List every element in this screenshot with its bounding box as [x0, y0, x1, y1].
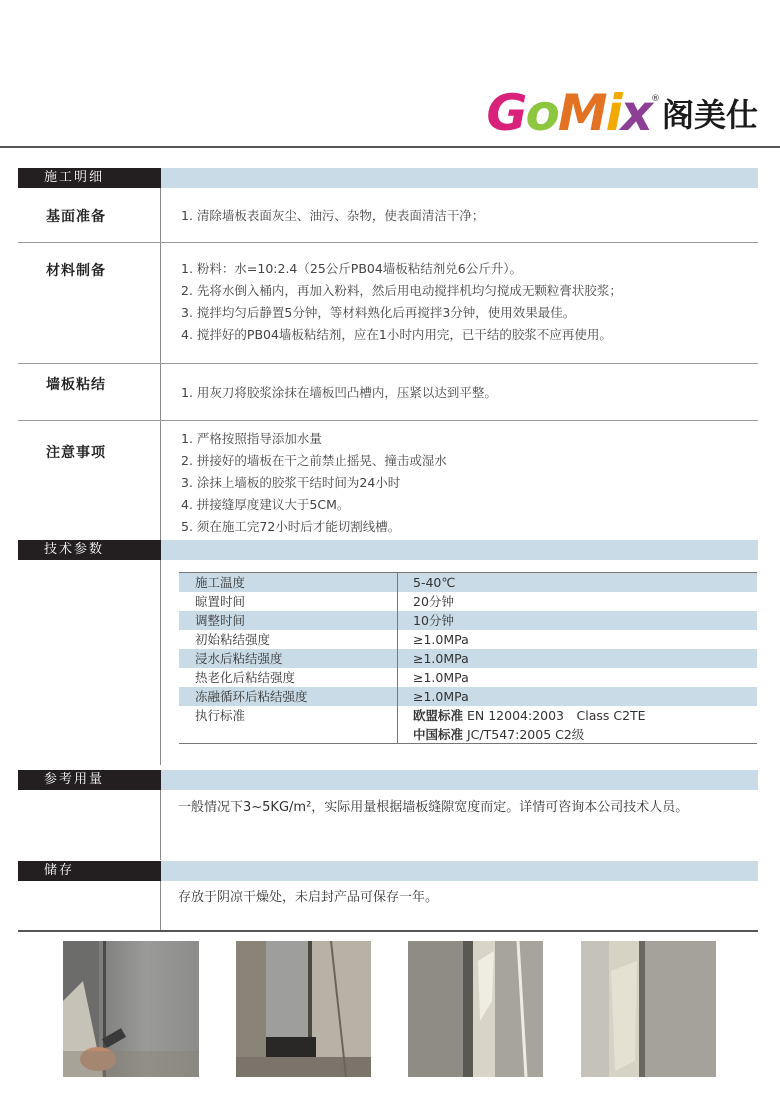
table-column-divider — [397, 572, 398, 744]
list-item: 4. 搅拌好的PB04墙板粘结剂，应在1小时内用完，已干结的胶浆不应再使用。 — [181, 327, 612, 342]
list-item: 2. 先将水倒入桶内，再加入粉料，然后用电动搅拌机均匀搅成无颗粒膏状胶浆； — [181, 283, 622, 298]
usage-text: 一般情况下3~5KG/m²，实际用量根据墙板缝隙宽度而定。详情可咨询本公司技术人员。 — [178, 800, 689, 815]
logo-letter-o: o — [525, 84, 558, 142]
table-bottom-rule — [179, 743, 757, 744]
list-item: 5. 须在施工完72小时后才能切割线槽。 — [181, 519, 401, 534]
param-value: ≥1.0MPa — [413, 670, 469, 685]
row-label-material-prep: 材料制备 — [46, 263, 106, 279]
section-band — [161, 861, 758, 881]
list-item: 1. 粉料：水=10:2.4（25公斤PB04墙板粘结剂兑6公斤升）。 — [181, 261, 522, 276]
row-label-panel-bonding: 墙板粘结 — [46, 377, 106, 393]
photo-applying-adhesive — [63, 941, 199, 1077]
param-value: ≥1.0MPa — [413, 689, 469, 704]
top-divider — [0, 146, 780, 148]
bottom-divider — [18, 930, 758, 932]
logo-letter-m: M — [557, 84, 606, 142]
section-title: 储存 — [18, 861, 161, 881]
logo-letter-i: i — [605, 84, 621, 142]
base-prep-list — [181, 205, 484, 227]
param-name: 冻融循环后粘结强度 — [195, 689, 308, 704]
standard-cn-label: 中国标准 — [413, 727, 464, 742]
row-separator — [18, 363, 758, 364]
logo-wordmark — [486, 84, 651, 142]
list-item: 3. 涂抹上墙板的胶浆干结时间为24小时 — [181, 475, 401, 490]
param-value: 20分钟 — [413, 594, 454, 609]
photo-finished-seam — [581, 941, 716, 1077]
panel-bonding-list — [181, 382, 497, 404]
param-name: 执行标准 — [195, 708, 246, 723]
logo-letter-x: x — [620, 84, 651, 142]
construction-vertical-divider — [160, 188, 161, 540]
param-name: 热老化后粘结强度 — [195, 670, 296, 685]
table-row — [179, 630, 757, 649]
section-bar-construction — [18, 168, 758, 188]
section-title: 技术参数 — [18, 540, 161, 560]
section-band — [161, 168, 758, 188]
section-title: 参考用量 — [18, 770, 161, 790]
list-item: 1. 清除墙板表面灰尘、油污、杂物，使表面清洁干净； — [181, 208, 485, 223]
standard-eu-value: EN 12004:2003 Class C2TE — [467, 708, 646, 723]
param-name: 调整时间 — [195, 613, 246, 628]
logo-letter-g: G — [486, 84, 526, 142]
notes-list — [181, 428, 447, 538]
list-item: 1. 用灰刀将胶浆涂抹在墙板凹凸槽内，压紧以达到平整。 — [181, 385, 497, 400]
table-row — [179, 611, 757, 630]
section-bar-usage — [18, 770, 758, 790]
section-title: 施工明细 — [18, 168, 161, 188]
photo-panel-joint — [408, 941, 543, 1077]
list-item: 4. 拼接缝厚度建议大于5CM。 — [181, 497, 350, 512]
list-item: 1. 严格按照指导添加水量 — [181, 431, 322, 446]
standard-cn — [413, 725, 584, 744]
section-band — [161, 540, 758, 560]
table-row — [179, 687, 757, 706]
standard-cn-value: JC/T547:2005 C2级 — [467, 727, 585, 742]
brand-logo — [486, 84, 758, 142]
param-name: 晾置时间 — [195, 594, 246, 609]
row-separator — [18, 242, 758, 243]
registered-mark: ® — [650, 94, 660, 104]
section-bar-storage — [18, 861, 758, 881]
storage-vertical-divider — [160, 881, 161, 930]
tech-vertical-divider — [160, 560, 161, 765]
storage-text: 存放于阴凉干燥处，未启封产品可保存一年。 — [178, 890, 439, 905]
standard-eu — [413, 706, 646, 725]
param-value: 5-40℃ — [413, 575, 456, 590]
table-row — [179, 573, 757, 592]
list-item: 2. 拼接好的墙板在干之前禁止摇晃、撞击或湿水 — [181, 453, 447, 468]
table-row — [179, 649, 757, 668]
logo-chinese-name: 阁美仕 — [661, 96, 758, 134]
param-value: ≥1.0MPa — [413, 632, 469, 647]
param-name: 浸水后粘结强度 — [195, 651, 283, 666]
param-name: 初始粘结强度 — [195, 632, 271, 647]
photo-panel-bonding — [236, 941, 371, 1077]
table-row-standard — [179, 706, 757, 744]
table-row — [179, 668, 757, 687]
row-label-notes: 注意事项 — [46, 445, 106, 461]
row-label-base-prep: 基面准备 — [46, 209, 106, 225]
param-value: ≥1.0MPa — [413, 651, 469, 666]
param-value: 10分钟 — [413, 613, 454, 628]
section-band — [161, 770, 758, 790]
list-item: 3. 搅拌均匀后静置5分钟，等材料熟化后再搅拌3分钟，使用效果最佳。 — [181, 305, 576, 320]
standard-eu-label: 欧盟标准 — [413, 708, 464, 723]
material-prep-list — [181, 258, 622, 346]
usage-vertical-divider — [160, 790, 161, 860]
table-row — [179, 592, 757, 611]
row-separator — [18, 420, 758, 421]
param-name: 施工温度 — [195, 575, 246, 590]
section-bar-tech — [18, 540, 758, 560]
